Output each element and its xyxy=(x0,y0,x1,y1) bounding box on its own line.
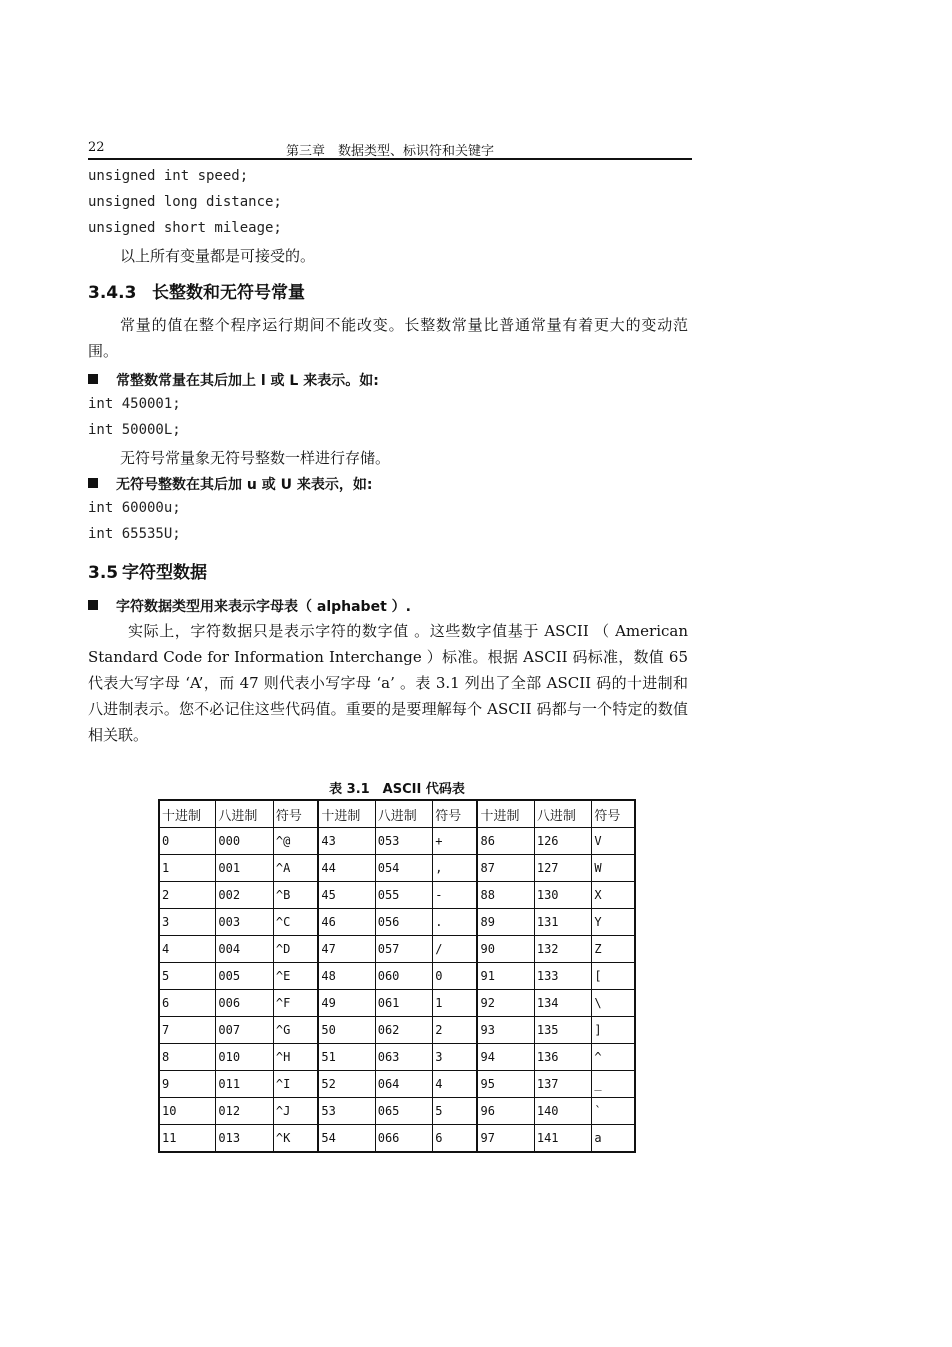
table-cell: ^ xyxy=(592,1044,635,1071)
table-cell: 131 xyxy=(534,909,591,936)
column-header: 八进制 xyxy=(216,800,273,828)
table-cell: 7 xyxy=(159,1017,216,1044)
table-cell: 54 xyxy=(318,1125,375,1153)
table-cell: 136 xyxy=(534,1044,591,1071)
table-cell: 063 xyxy=(375,1044,432,1071)
column-header: 八进制 xyxy=(534,800,591,828)
table-cell: ] xyxy=(592,1017,635,1044)
table-cell: Y xyxy=(592,909,635,936)
table-cell: 2 xyxy=(159,882,216,909)
table-cell: 50 xyxy=(318,1017,375,1044)
table-cell: 130 xyxy=(534,882,591,909)
table-cell: 053 xyxy=(375,828,432,855)
note-unsigned: 无符号常量象无符号整数一样进行存储。 xyxy=(120,449,391,467)
chapter-title: 第三章 数据类型、标识符和关键字 xyxy=(285,144,494,159)
table-cell: V xyxy=(592,828,635,855)
table-cell: 012 xyxy=(216,1098,273,1125)
table-cell: 92 xyxy=(477,990,534,1017)
bullet-char-type xyxy=(88,596,411,616)
bullet-text: 常整数常量在其后加上 l 或 L 来表示。如: xyxy=(116,373,379,389)
table-cell: 057 xyxy=(375,936,432,963)
column-header: 十进制 xyxy=(159,800,216,828)
table-cell: Z xyxy=(592,936,635,963)
table-cell: 010 xyxy=(216,1044,273,1071)
table-cell: 5 xyxy=(433,1098,478,1125)
table-caption: 表 3.1 ASCII 代码表 xyxy=(329,782,465,797)
table-cell: 066 xyxy=(375,1125,432,1153)
table-row xyxy=(159,936,635,963)
column-header: 十进制 xyxy=(318,800,375,828)
table-cell: 53 xyxy=(318,1098,375,1125)
code-line: int 50000L; xyxy=(88,422,181,438)
table-cell: ^D xyxy=(273,936,318,963)
table-cell: 3 xyxy=(433,1044,478,1071)
bullet-long-suffix xyxy=(88,370,379,390)
table-cell: . xyxy=(433,909,478,936)
table-cell: a xyxy=(592,1125,635,1153)
table-cell: 43 xyxy=(318,828,375,855)
table-cell: 054 xyxy=(375,855,432,882)
table-cell: 6 xyxy=(433,1125,478,1153)
table-cell: 46 xyxy=(318,909,375,936)
section-number: 3.4.3 xyxy=(88,283,137,303)
table-cell: 97 xyxy=(477,1125,534,1153)
table-cell: ` xyxy=(592,1098,635,1125)
table-cell: ^F xyxy=(273,990,318,1017)
table-header-row xyxy=(159,800,635,828)
table-cell: ^E xyxy=(273,963,318,990)
table-cell: ^H xyxy=(273,1044,318,1071)
code-line: int 60000u; xyxy=(88,500,181,516)
section-number: 3.5 xyxy=(88,563,119,583)
note-all-valid: 以上所有变量都是可接受的。 xyxy=(120,247,316,265)
table-cell: 000 xyxy=(216,828,273,855)
table-cell: 9 xyxy=(159,1071,216,1098)
table-cell: 126 xyxy=(534,828,591,855)
table-cell: ^J xyxy=(273,1098,318,1125)
table-cell: ^K xyxy=(273,1125,318,1153)
table-cell: 061 xyxy=(375,990,432,1017)
paragraph-constants: 常量的值在整个程序运行期间不能改变。长整数常量比普通常量有着更大的变动范围。 xyxy=(88,316,688,360)
table-row xyxy=(159,963,635,990)
table-cell: 134 xyxy=(534,990,591,1017)
table-cell: \ xyxy=(592,990,635,1017)
table-cell: 11 xyxy=(159,1125,216,1153)
column-header: 十进制 xyxy=(477,800,534,828)
table-cell: + xyxy=(433,828,478,855)
table-row xyxy=(159,1071,635,1098)
table-row xyxy=(159,909,635,936)
table-cell: 007 xyxy=(216,1017,273,1044)
table-cell: 1 xyxy=(433,990,478,1017)
bullet-square-icon xyxy=(88,374,98,384)
table-cell: 51 xyxy=(318,1044,375,1071)
table-cell: 013 xyxy=(216,1125,273,1153)
code-line: unsigned int speed; xyxy=(88,168,249,184)
table-cell: / xyxy=(433,936,478,963)
table-cell: 132 xyxy=(534,936,591,963)
table-row xyxy=(159,882,635,909)
ascii-table xyxy=(158,799,636,1153)
section-heading-35 xyxy=(88,558,207,583)
table-cell: [ xyxy=(592,963,635,990)
table-cell: 8 xyxy=(159,1044,216,1071)
table-cell: 86 xyxy=(477,828,534,855)
table-cell: 002 xyxy=(216,882,273,909)
table-cell: 006 xyxy=(216,990,273,1017)
code-line: unsigned short mileage; xyxy=(88,220,282,236)
table-cell: 47 xyxy=(318,936,375,963)
table-cell: 5 xyxy=(159,963,216,990)
table-cell: 140 xyxy=(534,1098,591,1125)
table-cell: ^A xyxy=(273,855,318,882)
table-cell: _ xyxy=(592,1071,635,1098)
table-cell: 127 xyxy=(534,855,591,882)
table-cell: 87 xyxy=(477,855,534,882)
table-cell: 52 xyxy=(318,1071,375,1098)
table-cell: 10 xyxy=(159,1098,216,1125)
table-cell: 6 xyxy=(159,990,216,1017)
table-cell: 4 xyxy=(159,936,216,963)
table-cell: 137 xyxy=(534,1071,591,1098)
table-cell: 49 xyxy=(318,990,375,1017)
code-line: int 65535U; xyxy=(88,526,181,542)
table-row xyxy=(159,855,635,882)
section-title: 字符型数据 xyxy=(122,563,207,583)
table-cell: 93 xyxy=(477,1017,534,1044)
table-cell: 3 xyxy=(159,909,216,936)
table-cell: 95 xyxy=(477,1071,534,1098)
table-cell: 055 xyxy=(375,882,432,909)
page-header xyxy=(88,136,692,160)
table-row xyxy=(159,828,635,855)
table-cell: 2 xyxy=(433,1017,478,1044)
table-cell: 1 xyxy=(159,855,216,882)
table-cell: 064 xyxy=(375,1071,432,1098)
table-row xyxy=(159,1098,635,1125)
section-heading-343 xyxy=(88,278,305,303)
table-row xyxy=(159,1044,635,1071)
column-header: 符号 xyxy=(433,800,478,828)
table-cell: 96 xyxy=(477,1098,534,1125)
column-header: 符号 xyxy=(592,800,635,828)
table-cell: 94 xyxy=(477,1044,534,1071)
bullet-text: 字符数据类型用来表示字母表（ alphabet ）. xyxy=(116,599,411,615)
section-title: 长整数和无符号常量 xyxy=(152,283,305,303)
table-cell: 89 xyxy=(477,909,534,936)
table-cell: 133 xyxy=(534,963,591,990)
page-number: 22 xyxy=(88,140,105,155)
table-cell: ^B xyxy=(273,882,318,909)
table-cell: 005 xyxy=(216,963,273,990)
table-cell: 0 xyxy=(159,828,216,855)
table-cell: 90 xyxy=(477,936,534,963)
table-cell: 011 xyxy=(216,1071,273,1098)
table-cell: ^I xyxy=(273,1071,318,1098)
code-line: int 450001; xyxy=(88,396,181,412)
table-row xyxy=(159,1017,635,1044)
table-cell: 48 xyxy=(318,963,375,990)
bullet-square-icon xyxy=(88,478,98,488)
table-cell: 060 xyxy=(375,963,432,990)
code-line: unsigned long distance; xyxy=(88,194,282,210)
column-header: 符号 xyxy=(273,800,318,828)
table-cell: ^G xyxy=(273,1017,318,1044)
table-row xyxy=(159,1125,635,1153)
table-cell: - xyxy=(433,882,478,909)
table-cell: 0 xyxy=(433,963,478,990)
table-cell: W xyxy=(592,855,635,882)
table-cell: 45 xyxy=(318,882,375,909)
table-cell: 001 xyxy=(216,855,273,882)
table-cell: 91 xyxy=(477,963,534,990)
table-cell: 065 xyxy=(375,1098,432,1125)
table-cell: ^C xyxy=(273,909,318,936)
table-cell: X xyxy=(592,882,635,909)
table-row xyxy=(159,990,635,1017)
bullet-text: 无符号整数在其后加 u 或 U 来表示，如: xyxy=(116,477,373,493)
table-cell: 135 xyxy=(534,1017,591,1044)
table-cell: 056 xyxy=(375,909,432,936)
bullet-unsigned-suffix xyxy=(88,474,372,494)
table-cell: 141 xyxy=(534,1125,591,1153)
table-cell: ^@ xyxy=(273,828,318,855)
paragraph-ascii: 实际上，字符数据只是表示字符的数字值 。这些数字值基于 ASCII （ American Standard Code for Information Interchange ）标准。根据 ASCII 码标准，数值 65 代表大写字母 ‘A’，而 47 则代表小写字母 ‘a’ 。表 3.1 列出了全部 ASCII 码的十进制和八进制表示。您不必记住这些代码值。重要的是要理解每个 ASCII 码都与一个特定的数值相关联。 xyxy=(88,622,688,744)
table-cell: 88 xyxy=(477,882,534,909)
table-cell: 4 xyxy=(433,1071,478,1098)
column-header: 八进制 xyxy=(375,800,432,828)
table-cell: 062 xyxy=(375,1017,432,1044)
table-cell: 003 xyxy=(216,909,273,936)
table-cell: , xyxy=(433,855,478,882)
table-cell: 004 xyxy=(216,936,273,963)
table-cell: 44 xyxy=(318,855,375,882)
bullet-square-icon xyxy=(88,600,98,610)
